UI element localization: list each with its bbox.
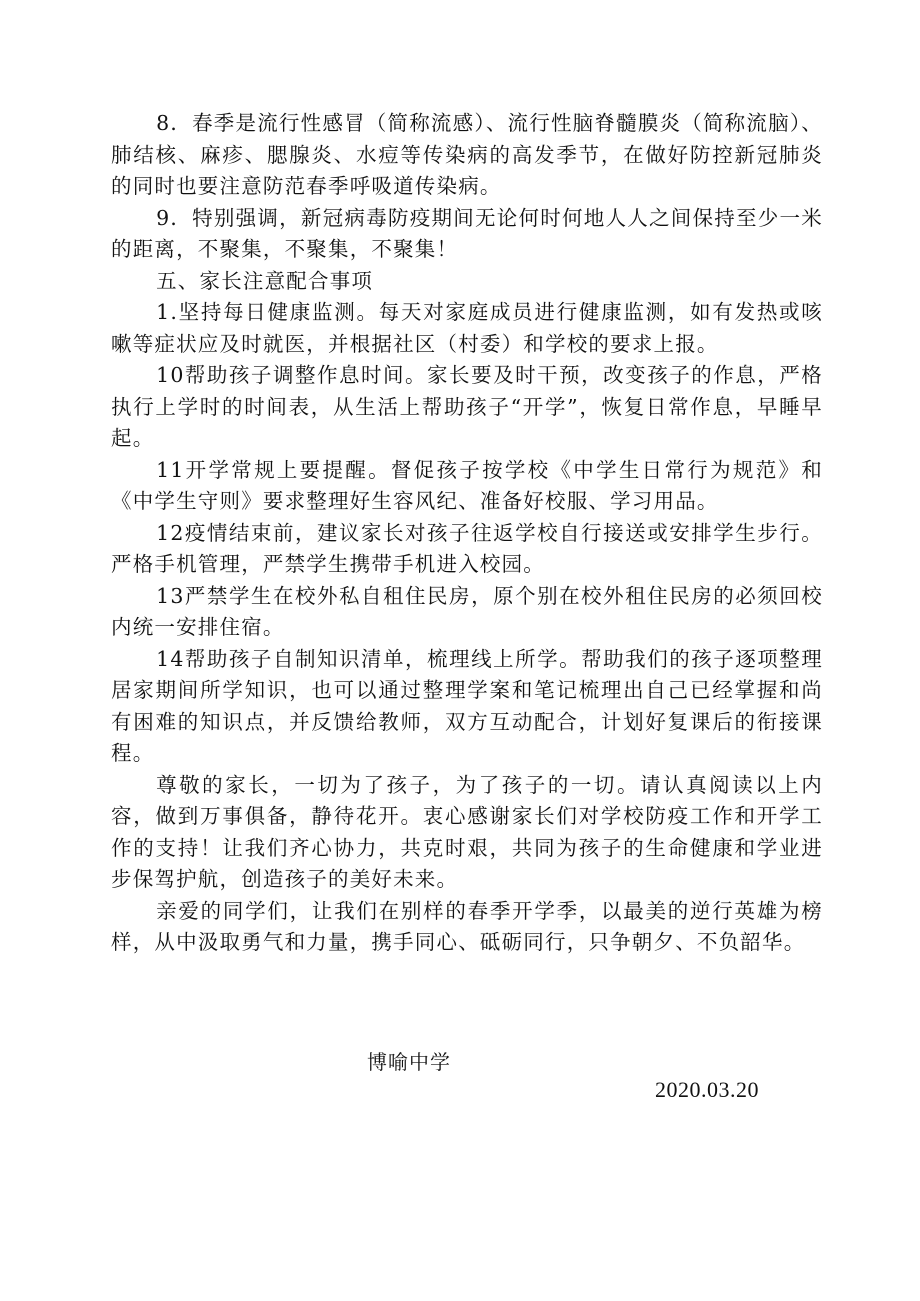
paragraph-item-10: 10帮助孩子调整作息时间。家长要及时干预，改变孩子的作息，严格执行上学时的时间表，从生活上帮助孩子“开学”，恢复日常作息，早睡早起。 (111, 363, 823, 450)
paragraph-item-14: 14帮助孩子自制知识清单，梳理线上所学。帮助我们的孩子逐项整理居家期间所学知识，也可以通过整理学案和笔记梳理出自己已经掌握和尚有困难的知识点，并反馈给教师，双方互动配合，计划好复课后的衔接课程。 (111, 646, 823, 765)
document-body (111, 108, 823, 959)
paragraph-item-11: 11开学常规上要提醒。督促孩子按学校《中学生日常行为规范》和《中学生守则》要求整理好生容风纪、准备好校服、学习用品。 (111, 457, 823, 513)
section-heading-parent-notes: 五、家长注意配合事项 (156, 268, 374, 293)
paragraph-health-monitoring: 1.坚持每日健康监测。每天对家庭成员进行健康监测，如有发热或咳嗽等症状应及时就医，并根据社区（村委）和学校的要求上报。 (111, 300, 823, 356)
paragraph-item-12: 12疫情结束前，建议家长对孩子往返学校自行接送或安排学生步行。严格手机管理，严禁学生携带手机进入校园。 (111, 520, 823, 576)
paragraph-item-8: 8．春季是流行性感冒（简称流感）、流行性脑脊髓膜炎（简称流脑）、肺结核、麻疹、腮腺炎、水痘等传染病的高发季节，在做好防控新冠肺炎的同时也要注意防范春季呼吸道传染病。 (111, 111, 823, 198)
document-date: 2020.03.20 (655, 1077, 759, 1102)
school-signature: 博喻中学 (367, 1050, 451, 1074)
paragraph-item-13: 13严禁学生在校外私自租住民房，原个别在校外租住民房的必须回校内统一安排住宿。 (111, 583, 823, 639)
paragraph-closing-students: 亲爱的同学们，让我们在别样的春季开学季，以最美的逆行英雄为榜样，从中汲取勇气和力量，携手同心、砥砺同行，只争朝夕、不负韶华。 (111, 898, 823, 954)
paragraph-item-9: 9．特别强调，新冠病毒防疫期间无论何时何地人人之间保持至少一米的距离，不聚集，不聚集，不聚集！ (111, 205, 823, 261)
paragraph-closing-parents: 尊敬的家长，一切为了孩子，为了孩子的一切。请认真阅读以上内容，做到万事俱备，静待花开。衷心感谢家长们对学校防疫工作和开学工作的支持！让我们齐心协力，共克时艰，共同为孩子的生命健康和学业进步保驾护航，创造孩子的美好未来。 (111, 772, 823, 891)
